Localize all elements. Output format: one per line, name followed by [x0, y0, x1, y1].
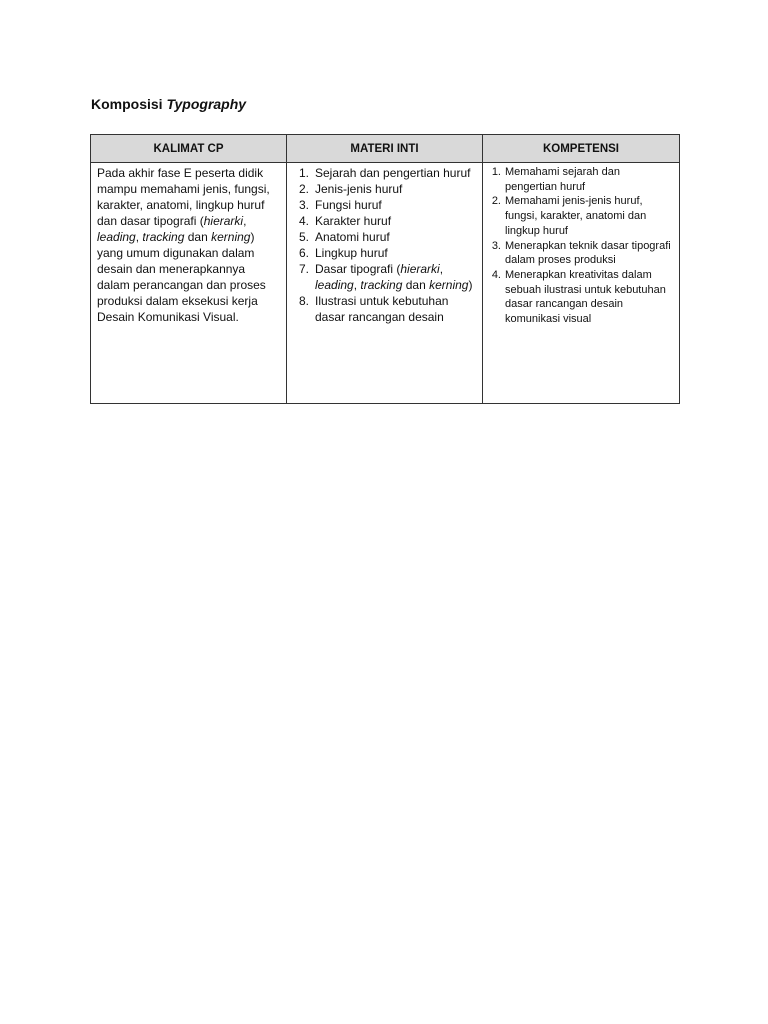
kalimat-cp-cell [91, 163, 287, 404]
list-text-part: dan [402, 278, 430, 292]
list-number: 6. [298, 246, 309, 260]
header-kalimat-cp: KALIMAT CP [91, 135, 287, 163]
list-text: Sejarah dan pengertian huruf [315, 166, 471, 180]
list-number: 3. [298, 198, 309, 212]
table-header-row [91, 135, 680, 163]
table-row [91, 163, 680, 404]
list-text-italic: kerning [429, 278, 469, 292]
materi-inti-list [291, 165, 476, 325]
kalimat-cp-paragraph [97, 165, 280, 277]
curriculum-table [90, 134, 680, 404]
kalimat-cp-paragraph-2: dalam perancangan dan proses produksi dalam eksekusi kerja Desain Komunikasi Visual. [97, 278, 266, 324]
list-number: 2. [491, 195, 501, 208]
page-title [91, 96, 246, 112]
cp-italic: hierarki [203, 214, 244, 228]
cp-text: , [243, 214, 247, 228]
kompetensi-cell [483, 163, 680, 404]
list-number: 7. [298, 262, 309, 276]
cp-text: Pada akhir fase E peserta didik mampu memahami jenis, fungsi, karakter, anatomi, lingkup huruf dan dasar tipografi ( [97, 166, 270, 228]
cp-italic: leading [97, 230, 136, 244]
list-item [487, 268, 673, 327]
list-item [291, 181, 476, 197]
list-text: Memahami jenis-jenis huruf, fungsi, karakter, anatomi dan lingkup huruf [505, 195, 647, 237]
list-item [291, 213, 476, 229]
kompetensi-list [487, 165, 673, 327]
list-text-part: Dasar tipografi ( [315, 262, 401, 276]
list-text: Menerapkan teknik dasar tipografi dalam proses produksi [505, 239, 671, 267]
list-text: Anatomi huruf [315, 230, 390, 244]
cp-text: dan [184, 230, 212, 244]
title-text: Komposisi [91, 96, 167, 112]
list-text: Jenis-jenis huruf [315, 182, 403, 196]
cp-italic: tracking [142, 230, 185, 244]
header-materi-inti: MATERI INTI [287, 135, 483, 163]
title-italic: Typography [166, 96, 247, 112]
cp-text: , [135, 230, 143, 244]
list-text: Menerapkan kreativitas dalam sebuah ilustrasi untuk kebutuhan dasar rancangan desain komunikasi visual [505, 268, 666, 326]
list-item [291, 229, 476, 245]
list-text-part: ) [468, 278, 473, 292]
list-number: 1. [298, 166, 309, 180]
list-number: 3. [491, 239, 501, 252]
list-number: 4. [491, 268, 501, 281]
list-text [315, 261, 476, 293]
list-text-italic: tracking [360, 278, 403, 292]
list-item [291, 261, 476, 293]
list-item [291, 293, 476, 325]
list-number: 8. [298, 294, 309, 308]
list-text-part: , [439, 262, 444, 276]
list-text: Lingkup huruf [315, 246, 388, 260]
list-text: Ilustrasi untuk kebutuhan dasar rancangan desain [315, 294, 449, 324]
list-number: 5. [298, 230, 309, 244]
list-text-italic: leading [315, 278, 354, 292]
cp-text: ) yang umum digunakan dalam desain dan menerapkannya [97, 230, 255, 276]
list-text: Memahami sejarah dan pengertian huruf [505, 166, 620, 193]
materi-inti-cell [287, 163, 483, 404]
list-item [291, 197, 476, 213]
list-text: Fungsi huruf [315, 198, 382, 212]
list-number: 2. [298, 182, 309, 196]
list-number: 1. [491, 166, 501, 178]
list-number: 4. [298, 214, 309, 228]
cp-italic: kerning [211, 230, 251, 244]
header-kompetensi: KOMPETENSI [483, 135, 680, 163]
list-item [291, 165, 476, 181]
list-item [487, 239, 673, 268]
list-item [487, 165, 673, 194]
list-item [487, 194, 673, 238]
list-text-italic: hierarki [400, 262, 440, 276]
list-text: Karakter huruf [315, 214, 392, 228]
list-item [291, 245, 476, 261]
list-text-part: , [353, 278, 361, 292]
